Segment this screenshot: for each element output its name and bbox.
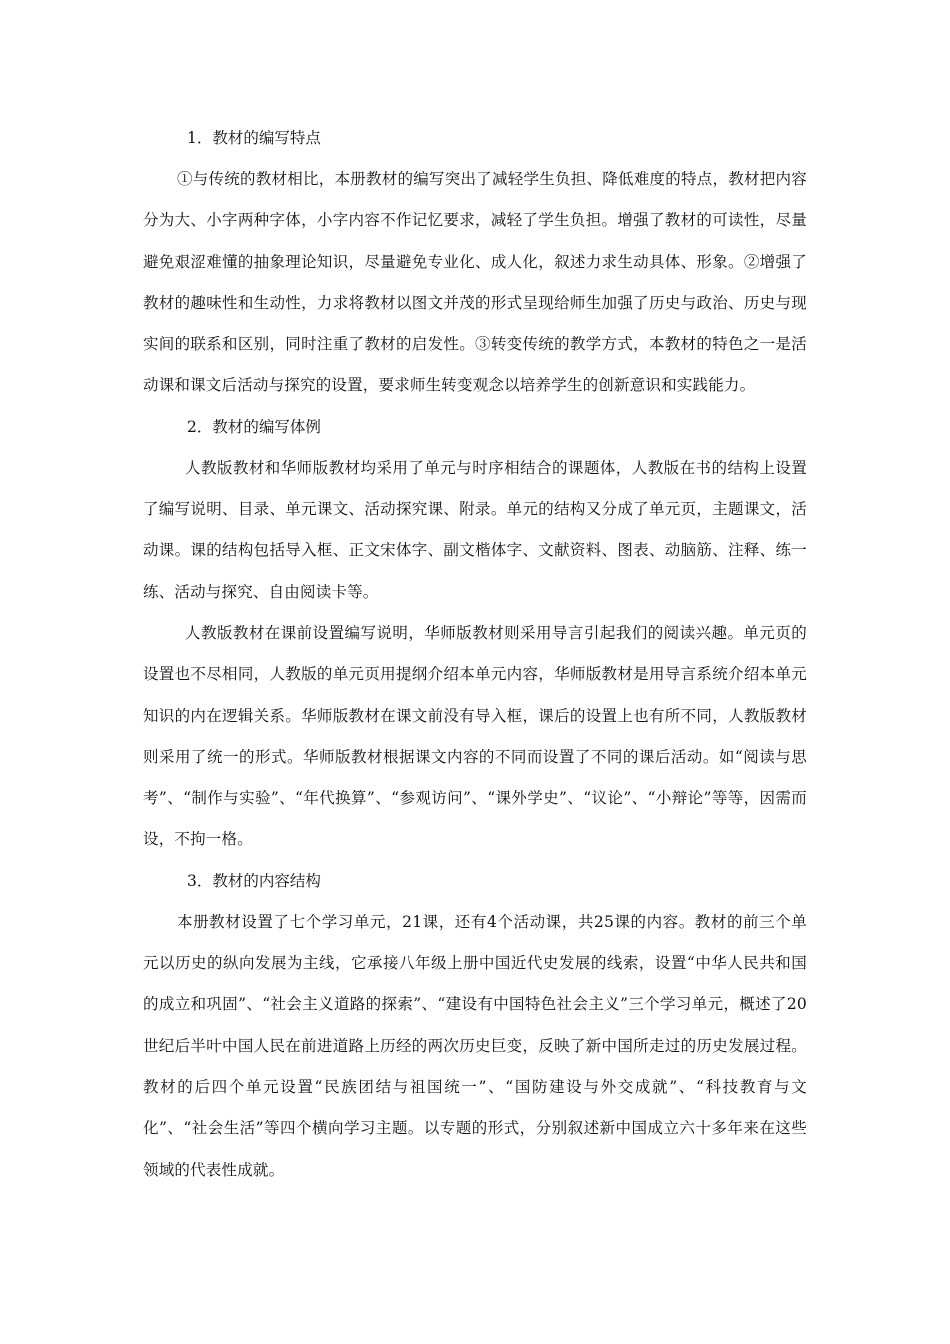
section-2-paragraph-1: 人教版教材和华师版教材均采用了单元与时序相结合的课题体，人教版在书的结构上设置了编写说明、目录、单元课文、活动探究课、附录。单元的结构又分成了单元页，主题课文，活动课。课的结构包括导入框、正文宋体字、副文楷体字、文献资料、图表、动脑筋、注释、练一练、活动与探究、自由阅读卡等。 — [143, 458, 807, 601]
section-heading-3: 3．教材的内容结构 — [187, 871, 321, 890]
section-heading-2: 2．教材的编写体例 — [187, 417, 321, 436]
section-3-paragraph-1: 本册教材设置了七个学习单元，21课，还有4个活动课，共25课的内容。教材的前三个单元以历史的纵向发展为主线，它承接八年级上册中国近代史发展的线索，设置“中华人民共和国的成立和巩固”、“社会主义道路的探索”、“建设有中国特色社会主义”三个学习单元，概述了20世纪后半叶中国人民在前进道路上历经的两次历史巨变，反映了新中国所走过的历史发展过程。教材的后四个单元设置“民族团结与祖国统一”、“国防建设与外交成就”、“科技教育与文化”、“社会生活”等四个横向学习主题。以专题的形式，分别叙述新中国成立六十多年来在这些领域的代表性成就。 — [143, 912, 807, 1179]
section-heading-1: 1．教材的编写特点 — [187, 129, 321, 147]
document-page — [143, 118, 807, 1191]
section-1-paragraph-1: ①与传统的教材相比，本册教材的编写突出了减轻学生负担、降低难度的特点，教材把内容分为大、小字两种字体，小字内容不作记忆要求，减轻了学生负担。增强了教材的可读性，尽量避免艰涩难懂的抽象理论知识，尽量避免专业化、成人化，叙述力求生动具体、形象。②增强了教材的趣味性和生动性，力求将教材以图文并茂的形式呈现给师生加强了历史与政治、历史与现实间的联系和区别，同时注重了教材的启发性。③转变传统的教学方式，本教材的特色之一是活动课和课文后活动与探究的设置，要求师生转变观念以培养学生的创新意识和实践能力。 — [143, 170, 807, 395]
section-2-paragraph-2: 人教版教材在课前设置编写说明，华师版教材则采用导言引起我们的阅读兴趣。单元页的设置也不尽相同，人教版的单元页用提纲介绍本单元内容，华师版教材是用导言系统介绍本单元知识的内在逻辑关系。华师版教材在课文前没有导入框，课后的设置上也有所不同，人教版教材则采用了统一的形式。华师版教材根据课文内容的不同而设置了不同的课后活动。如“阅读与思考”、“制作与实验”、“年代换算”、“参观访问”、“课外学史”、“议论”、“小辩论”等等，因需而设，不拘一格。 — [143, 623, 807, 849]
